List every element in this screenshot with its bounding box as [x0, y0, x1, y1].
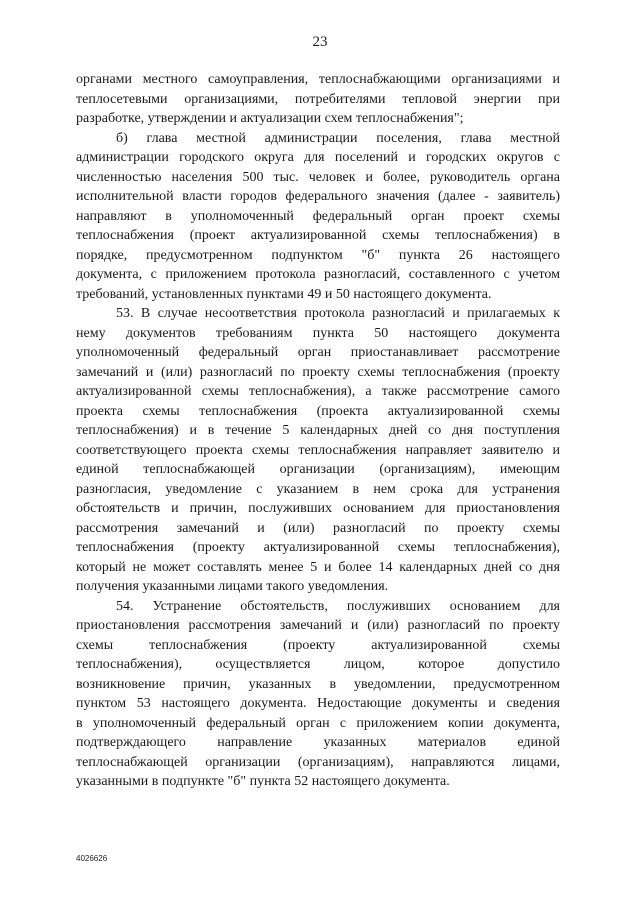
text-line: схемы теплоснабжения (проекту актуализированной схемы	[76, 637, 560, 653]
text-line: теплоснабжения), осуществляется лицом, которое допустило	[76, 657, 560, 672]
text-line: администрации городского округа для поселений и городских округов с	[76, 150, 560, 165]
text-line: направляют в уполномоченный федеральный орган проект схемы	[76, 208, 560, 224]
text-line: актуализированной схемы теплоснабжения), а также рассмотрение самого	[76, 384, 560, 399]
text-line: уполномоченный федеральный орган приостанавливает рассмотрение	[76, 345, 560, 360]
text-line: возникновение причин, указанных в уведомлении, предусмотренном	[76, 676, 560, 692]
paragraph-first-line: 53. В случае несоответствия протокола разногласий и прилагаемых к	[116, 306, 560, 321]
paragraph-first-line: 54. Устранение обстоятельств, послуживших основанием для	[116, 598, 560, 614]
text-line: теплосетевыми организациями, потребителями тепловой энергии при	[76, 91, 560, 107]
text-line: проекта схемы теплоснабжения (проекта актуализированной схемы	[76, 403, 560, 419]
text-line: разногласия, уведомление с указанием в нем срока для устранения	[76, 481, 560, 497]
paragraph-first-line: б) глава местной администрации поселения, глава местной	[116, 130, 560, 146]
text-line: теплоснабжающей организации (организациям), направляются лицами,	[76, 754, 560, 770]
document-body	[76, 70, 560, 792]
text-line: требований, установленных пунктами 49 и 50 настоящего документа.	[76, 286, 492, 302]
text-line: органами местного самоуправления, теплоснабжающими организациями и	[76, 72, 560, 87]
text-line: пунктом 53 настоящего документа. Недостающие документы и сведения	[76, 696, 560, 711]
text-line: документа, с приложением протокола разногласий, составленного с учетом	[76, 267, 560, 282]
text-line: указанными в подпункте "б" пункта 52 настоящего документа.	[76, 774, 450, 789]
text-line: замечаний и (или) разногласий по проекту схемы теплоснабжения (проекту	[76, 364, 560, 380]
text-line: исполнительной власти городов федерального значения (далее - заявитель)	[76, 189, 560, 204]
text-line: теплоснабжения (проект актуализированной схемы теплоснабжения) в	[76, 228, 560, 243]
text-line: нему документов требованиям пункта 50 настоящего документа	[76, 325, 560, 341]
text-line: теплоснабжения (проекту актуализированной схемы теплоснабжения),	[76, 540, 560, 555]
text-line: разработке, утверждении и актуализации схем теплоснабжения";	[76, 111, 464, 126]
text-line: приостановления рассмотрения замечаний и (или) разногласий по проекту	[76, 618, 560, 633]
text-line: обстоятельств и причин, послуживших основанием для приостановления	[76, 501, 560, 516]
page-number: 23	[312, 34, 328, 50]
text-line: теплоснабжения) и в течение 5 календарных дней со дня поступления	[76, 423, 560, 438]
text-line: единой теплоснабжающей организации (организациям), имеющим	[76, 462, 560, 477]
text-line: соответствующего проекта схемы теплоснабжения направляет заявителю и	[76, 442, 560, 458]
text-line: рассмотрения замечаний и (или) разногласий по проекту схемы	[76, 520, 560, 536]
text-line: который не может составлять менее 5 и более 14 календарных дней со дня	[76, 559, 560, 575]
text-line: порядке, предусмотренном подпунктом "б" пункта 26 настоящего	[76, 247, 560, 263]
text-line: подтверждающего направление указанных материалов единой	[76, 735, 560, 750]
text-line: получения указанными лицами такого уведомления.	[76, 579, 389, 594]
document-code: 4026626	[76, 854, 108, 863]
text-line: численностью населения 500 тыс. человек и более, руководитель органа	[76, 169, 560, 185]
text-line: в уполномоченный федеральный орган с приложением копии документа,	[76, 715, 560, 731]
